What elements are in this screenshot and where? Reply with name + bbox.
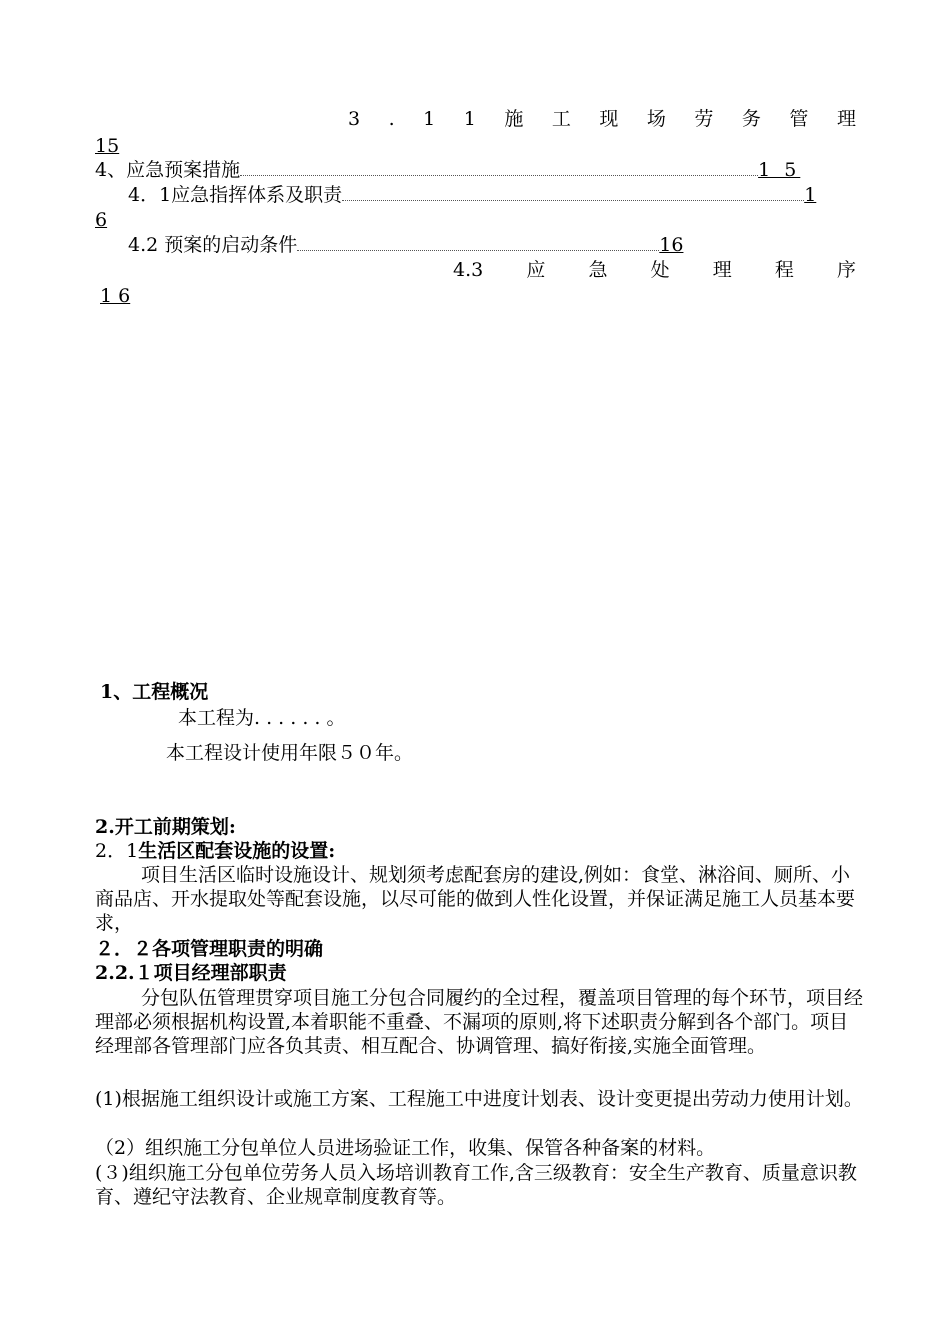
- toc-item-3-1-1: [348, 107, 856, 131]
- section-2-1-title: 生活区配套设施的设置:: [138, 840, 336, 862]
- toc-item-4-3: [453, 258, 856, 282]
- toc-item-3-1-1-char: 务: [741, 108, 761, 130]
- toc-item-4-3-char: 处: [650, 259, 670, 281]
- toc-item-4-3-char: 理: [712, 259, 732, 281]
- toc-item-3-1-1-char: 1: [463, 108, 476, 130]
- toc-item-4-2: [128, 233, 683, 257]
- toc-item-4-1-page-cont: 6: [95, 209, 108, 231]
- section-2-1-text: 项目生活区临时设施设计、规划须考虑配套房的建设,例如：食堂、淋浴间、厕所、小商品店、开水提取处等配套设施，以尽可能的做到人性化设置，并保证满足施工人员基本要求，: [95, 864, 856, 934]
- section-2-1-number: 2．1: [95, 840, 139, 862]
- section-2-1-heading: [95, 839, 335, 863]
- section-2-2-heading: ２．２各项管理职责的明确: [95, 938, 324, 960]
- toc-item-4-1-title: 4．1应急指挥体系及职责: [128, 184, 343, 206]
- toc-item-4-3-page: 1 6: [100, 285, 131, 307]
- list-item-2: （2）组织施工分包单位人员进场验证工作，收集、保管各种备案的材料。: [95, 1137, 716, 1159]
- toc-item-3-1-1-char: 3: [348, 108, 361, 130]
- toc-leader: [297, 236, 659, 251]
- toc-item-3-1-1-char: 1: [423, 108, 436, 130]
- toc-item-4-3-char: 4.3: [453, 259, 484, 281]
- toc-item-4-3-char: 急: [588, 259, 608, 281]
- toc-leader: [342, 186, 804, 201]
- toc-item-4-1: [128, 183, 816, 207]
- toc-item-3-1-1-char: 场: [646, 108, 666, 130]
- toc-item-3-1-1-char: 工: [551, 108, 571, 130]
- toc-item-3-1-1-char: 劳: [694, 108, 714, 130]
- section-2-heading: 2.开工前期策划:: [95, 816, 236, 838]
- toc-leader: [240, 161, 758, 176]
- toc-item-4-3-char: 序: [836, 259, 856, 281]
- toc-item-3-1-1-char: .: [388, 108, 395, 130]
- toc-item-4-2-page: 16: [659, 234, 684, 256]
- toc-item-4-title: 4、应急预案措施: [95, 159, 241, 181]
- toc-item-4-page: 1 5: [758, 159, 801, 181]
- list-item-1: (1)根据施工组织设计或施工方案、工程施工中进度计划表、设计变更提出劳动力使用计划。: [95, 1088, 863, 1110]
- section-1-heading: 1、工程概况: [100, 681, 209, 703]
- section-2-2-1-text: 分包队伍管理贯穿项目施工分包合同履约的全过程，覆盖项目管理的每个环节，项目经理部必须根据机构设置,本着职能不重叠、不漏项的原则,将下述职责分解到各个部门。项目经理部各管理部门应各负其责、相互配合、协调管理、搞好衔接,实施全面管理。: [95, 987, 864, 1057]
- section-1-paragraph-2: 本工程设计使用年限５０年。: [166, 742, 414, 764]
- toc-item-3-1-1-char: 理: [836, 108, 856, 130]
- toc-item-3-1-1-char: 现: [599, 108, 619, 130]
- section-1-paragraph-1: 本工程为. . . . . . 。: [178, 707, 346, 729]
- toc-item-3-1-1-page: 15: [95, 135, 120, 157]
- toc-item-4-3-char: 程: [774, 259, 794, 281]
- toc-item-4-3-char: 应: [526, 259, 546, 281]
- toc-item-4-2-title: 4.2 预案的启动条件: [128, 234, 298, 256]
- section-2-2-1-heading: 2.2.１项目经理部职责: [95, 962, 287, 984]
- toc-item-3-1-1-char: 施: [504, 108, 524, 130]
- toc-item-4: [95, 158, 800, 182]
- toc-item-4-1-page: 1: [804, 184, 817, 206]
- list-item-3: (３)组织施工分包单位劳务人员入场培训教育工作,含三级教育：安全生产教育、质量意识教育、遵纪守法教育、企业规章制度教育等。: [95, 1162, 857, 1208]
- toc-item-3-1-1-char: 管: [789, 108, 809, 130]
